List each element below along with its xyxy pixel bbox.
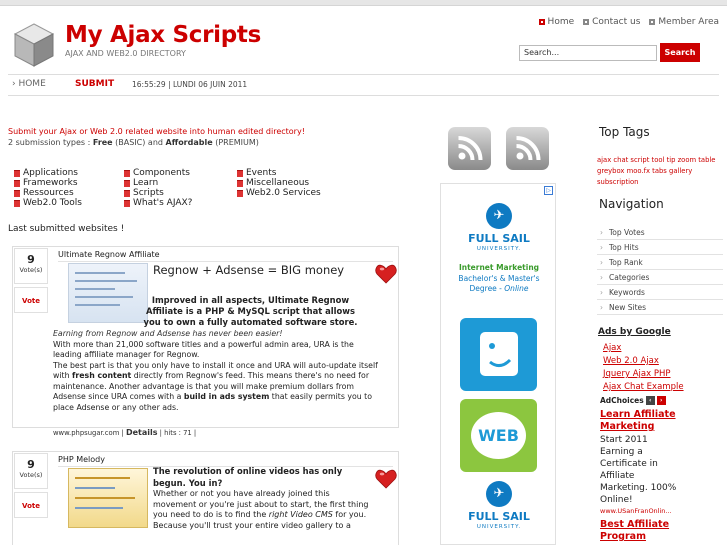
category-web20-services[interactable] <box>237 188 321 198</box>
desc-p2d: build in ads system <box>183 392 270 401</box>
category-label: Components <box>133 168 190 178</box>
type-free: Free <box>92 138 113 147</box>
vote-count: 9 <box>27 458 35 471</box>
sidebar-item-new-sites[interactable] <box>597 300 723 315</box>
heart-icon[interactable] <box>375 469 397 489</box>
intro-headline[interactable]: Submit your Ajax or Web 2.0 related website into human edited directory! <box>8 127 305 136</box>
thumb-line <box>75 487 115 489</box>
navigation-title: Navigation <box>599 197 664 211</box>
chevron-right-icon: › <box>600 243 603 252</box>
member-area-link[interactable] <box>649 17 719 27</box>
member-area-link-label: Member Area <box>658 17 719 27</box>
ad-program-degree: Bachelor's & Master's <box>458 274 540 283</box>
search-input[interactable]: Search... <box>519 45 657 61</box>
chevron-right-icon: › <box>600 303 603 312</box>
cube-logo-icon <box>13 22 55 68</box>
category-icon <box>124 200 130 207</box>
category-learn[interactable] <box>124 178 158 188</box>
sidebar-item-top-rank[interactable] <box>597 255 723 270</box>
rss-icon[interactable] <box>448 127 491 170</box>
chevron-right-icon: › <box>600 228 603 237</box>
desc-italic: Earning from Regnow and Adsense has never been easier! <box>53 329 283 338</box>
ad-text-line: Earning a <box>600 447 643 457</box>
category-icon <box>237 190 243 197</box>
chevron-right-icon[interactable]: › <box>657 396 666 405</box>
ad2-title-line1[interactable]: Best Affiliate <box>600 519 670 530</box>
main-nav <box>8 74 719 96</box>
ad-text-line: Certificate in <box>600 459 658 469</box>
category-icon <box>237 170 243 177</box>
thumb-line <box>75 304 120 306</box>
intro-types <box>8 138 259 147</box>
ad-url[interactable]: www.USanFranOnlin... <box>600 507 672 515</box>
category-label: Frameworks <box>23 178 78 188</box>
face-icon <box>460 318 537 391</box>
airplane-icon: ✈ <box>486 203 512 229</box>
category-label: Miscellaneous <box>246 178 310 188</box>
adchoices-label: AdChoices <box>600 396 644 405</box>
thumb-line <box>75 288 115 290</box>
listing-title[interactable]: Ultimate Regnow Affiliate <box>58 250 160 259</box>
category-frameworks[interactable] <box>14 178 78 188</box>
ad-school-sub: UNIVERSITY. <box>476 246 522 252</box>
ad-school-sub-2: UNIVERSITY. <box>476 524 522 530</box>
rss-glyph-icon <box>506 127 549 170</box>
google-ad-link[interactable]: Web 2.0 Ajax <box>603 356 659 366</box>
heart-icon[interactable] <box>375 264 397 284</box>
listing-card <box>12 451 399 545</box>
listing-site[interactable]: www.phpsugar.com | <box>53 429 126 437</box>
category-label: Events <box>246 168 277 178</box>
ad-tile-web-text: WEB <box>471 412 526 459</box>
chevron-right-icon: › <box>600 258 603 267</box>
sidebar-item-label: Categories <box>609 273 650 282</box>
nav-submit[interactable]: SUBMIT <box>75 79 115 89</box>
sidebar-item-label: Keywords <box>609 288 645 297</box>
ad-program: Internet Marketing <box>458 263 540 272</box>
listing-title[interactable]: PHP Melody <box>58 455 105 464</box>
square-bullet-icon <box>539 19 545 25</box>
rss-glyph-icon <box>448 127 491 170</box>
thumb-line <box>75 497 135 499</box>
vote-count-label: Vote(s) <box>19 266 43 274</box>
listing-meta <box>53 428 196 437</box>
sidebar-item-label: Top Hits <box>609 243 639 252</box>
desc-p2e: that easily permits you to place Adsense or any other ads. <box>53 392 372 412</box>
type-affordable: Affordable <box>165 138 213 147</box>
thumb-line <box>75 477 130 479</box>
category-label: Web2.0 Tools <box>23 198 82 208</box>
category-ressources[interactable] <box>14 188 74 198</box>
chevron-right-icon: › <box>600 288 603 297</box>
category-icon <box>124 180 130 187</box>
category-icon <box>124 170 130 177</box>
ad-program-online <box>441 284 557 294</box>
listing-slogan: Regnow + Adsense = BIG money <box>153 263 345 277</box>
type-free-note: (BASIC) and <box>112 138 166 147</box>
ad-text-line: Online! <box>600 495 633 505</box>
adchoices-flag-icon[interactable]: ▷ <box>544 186 553 195</box>
desc-lead: The revolution of online videos has only begun. You in? <box>153 466 343 488</box>
category-web20-tools[interactable] <box>14 198 82 208</box>
desc-p2c: directly from Regnow's feed. This means there's no need for maintenance. Another advantage is that you will make premium dollars from Adsense since URA comes with a <box>53 371 370 401</box>
category-components[interactable] <box>124 168 190 178</box>
listing-card <box>12 246 399 437</box>
desc-p2b: fresh content <box>72 371 132 380</box>
desc-p1-italic: right Video CMS <box>268 510 333 519</box>
ad-tile-web <box>460 399 537 472</box>
site-title[interactable]: My Ajax Scripts <box>65 22 262 48</box>
listing-description <box>153 466 373 531</box>
google-ad-link[interactable]: Ajax <box>603 343 622 353</box>
listing-thumbnail[interactable] <box>68 263 148 323</box>
search-button[interactable]: Search <box>660 43 700 62</box>
ad-school-2: FULL SAIL <box>468 510 530 523</box>
category-miscellaneous[interactable] <box>237 178 309 188</box>
details-link[interactable]: Details <box>125 428 158 437</box>
listing-thumbnail[interactable] <box>68 468 148 528</box>
category-scripts[interactable] <box>124 188 164 198</box>
sidebar-item-categories[interactable] <box>597 270 723 285</box>
home-link-label: Home <box>547 17 575 27</box>
listing-lead: Improved in all aspects, Ultimate Regnow Affiliate is a PHP & MySQL script that allows you to own a fully automated software store. <box>143 295 358 327</box>
desc-p1: Whether or not you have already joined this movement or you're just about to start, the first thing you need to do is to find the <box>153 489 369 519</box>
category-events[interactable] <box>237 168 276 178</box>
thumb-line <box>75 272 125 274</box>
category-label: Scripts <box>133 188 164 198</box>
top-strip <box>0 0 727 6</box>
category-label: What's AJAX? <box>133 198 193 208</box>
current-datetime: 16:55:29 | LUNDI 06 JUIN 2011 <box>132 80 248 89</box>
types-prefix: 2 submission types : <box>8 138 93 147</box>
contact-link-label: Contact us <box>592 17 641 27</box>
top-tags-title: Top Tags <box>599 125 650 139</box>
category-icon <box>237 180 243 187</box>
chevron-right-icon: › <box>600 273 603 282</box>
contact-link[interactable] <box>583 17 640 27</box>
category-icon <box>14 170 20 177</box>
ad-school: FULL SAIL <box>468 232 530 245</box>
chevron-left-icon[interactable]: ‹ <box>646 396 655 405</box>
thumb-line <box>75 296 133 298</box>
ad-tile-face <box>460 318 537 391</box>
sidebar-item-label: New Sites <box>609 303 647 312</box>
category-whats-ajax[interactable] <box>124 198 192 208</box>
square-bullet-icon <box>649 19 655 25</box>
thumb-line <box>75 280 137 282</box>
thumb-line <box>75 507 123 509</box>
ad-text-line: Start 2011 <box>600 435 648 445</box>
tag-cloud[interactable]: ajax chat script tool tip zoom table greybox moo.fx tabs gallery subscription <box>597 156 716 186</box>
category-icon <box>14 180 20 187</box>
home-link[interactable] <box>539 17 575 27</box>
ad-title-line2[interactable]: Marketing <box>600 421 655 432</box>
top-links <box>539 17 719 27</box>
type-affordable-note: (PREMIUM) <box>212 138 259 147</box>
fullsail-advert[interactable] <box>440 183 556 545</box>
divider <box>58 261 393 262</box>
listing-hits: | hits : 71 | <box>157 429 197 437</box>
desc-p2: Because you'll trust your entire video gallery to a <box>153 520 351 530</box>
vote-count-box <box>14 453 48 489</box>
sidebar-item-top-votes[interactable] <box>597 225 723 240</box>
square-bullet-icon <box>583 19 589 25</box>
desc-p1: With more than 21,000 software titles and a powerful admin area, URA is the leading affiliate manager for Regnow. <box>53 339 354 359</box>
nav-home[interactable]: › HOME <box>12 79 46 89</box>
site-subtitle: AJAX AND WEB2.0 DIRECTORY <box>65 49 186 58</box>
sidebar-item-top-hits[interactable] <box>597 240 723 255</box>
category-label: Ressources <box>23 188 74 198</box>
ads-by-google[interactable]: Ads by Google <box>598 327 671 337</box>
category-applications[interactable] <box>14 168 78 178</box>
vote-button[interactable]: Vote <box>14 492 48 518</box>
sidebar-item-keywords[interactable] <box>597 285 723 300</box>
desc-p1-end: for you. <box>332 510 367 519</box>
vote-count: 9 <box>27 253 35 266</box>
ad-program-online-italic: Online <box>504 284 529 293</box>
desc-p2a: The best part is that you only have to install it once and URA will auto-update itself with <box>53 360 378 380</box>
category-icon <box>124 190 130 197</box>
category-icon <box>14 190 20 197</box>
sidebar-item-label: Top Rank <box>609 258 643 267</box>
adchoices[interactable] <box>600 396 666 405</box>
airplane-icon: ✈ <box>486 481 512 507</box>
category-label: Applications <box>23 168 78 178</box>
category-icon <box>14 200 20 207</box>
vote-button[interactable]: Vote <box>14 287 48 313</box>
vote-count-label: Vote(s) <box>19 471 43 479</box>
ad2-title-line2[interactable]: Program <box>600 531 646 542</box>
last-submitted-heading: Last submitted websites ! <box>8 224 125 234</box>
listing-description <box>53 329 383 413</box>
rss-icon[interactable] <box>506 127 549 170</box>
ad-title-line1[interactable]: Learn Affiliate <box>600 409 676 420</box>
category-label: Learn <box>133 178 159 188</box>
ad-text-line: Affiliate <box>600 471 635 481</box>
google-ad-link[interactable]: Ajax Chat Example <box>603 382 684 392</box>
vote-count-box <box>14 248 48 284</box>
ad-text-line: Marketing. 100% <box>600 483 677 493</box>
google-ad-link[interactable]: Jquery Ajax PHP <box>603 369 671 379</box>
ad-program-online-prefix: Degree - <box>469 284 505 293</box>
category-label: Web2.0 Services <box>246 188 321 198</box>
sidebar-item-label: Top Votes <box>609 228 645 237</box>
